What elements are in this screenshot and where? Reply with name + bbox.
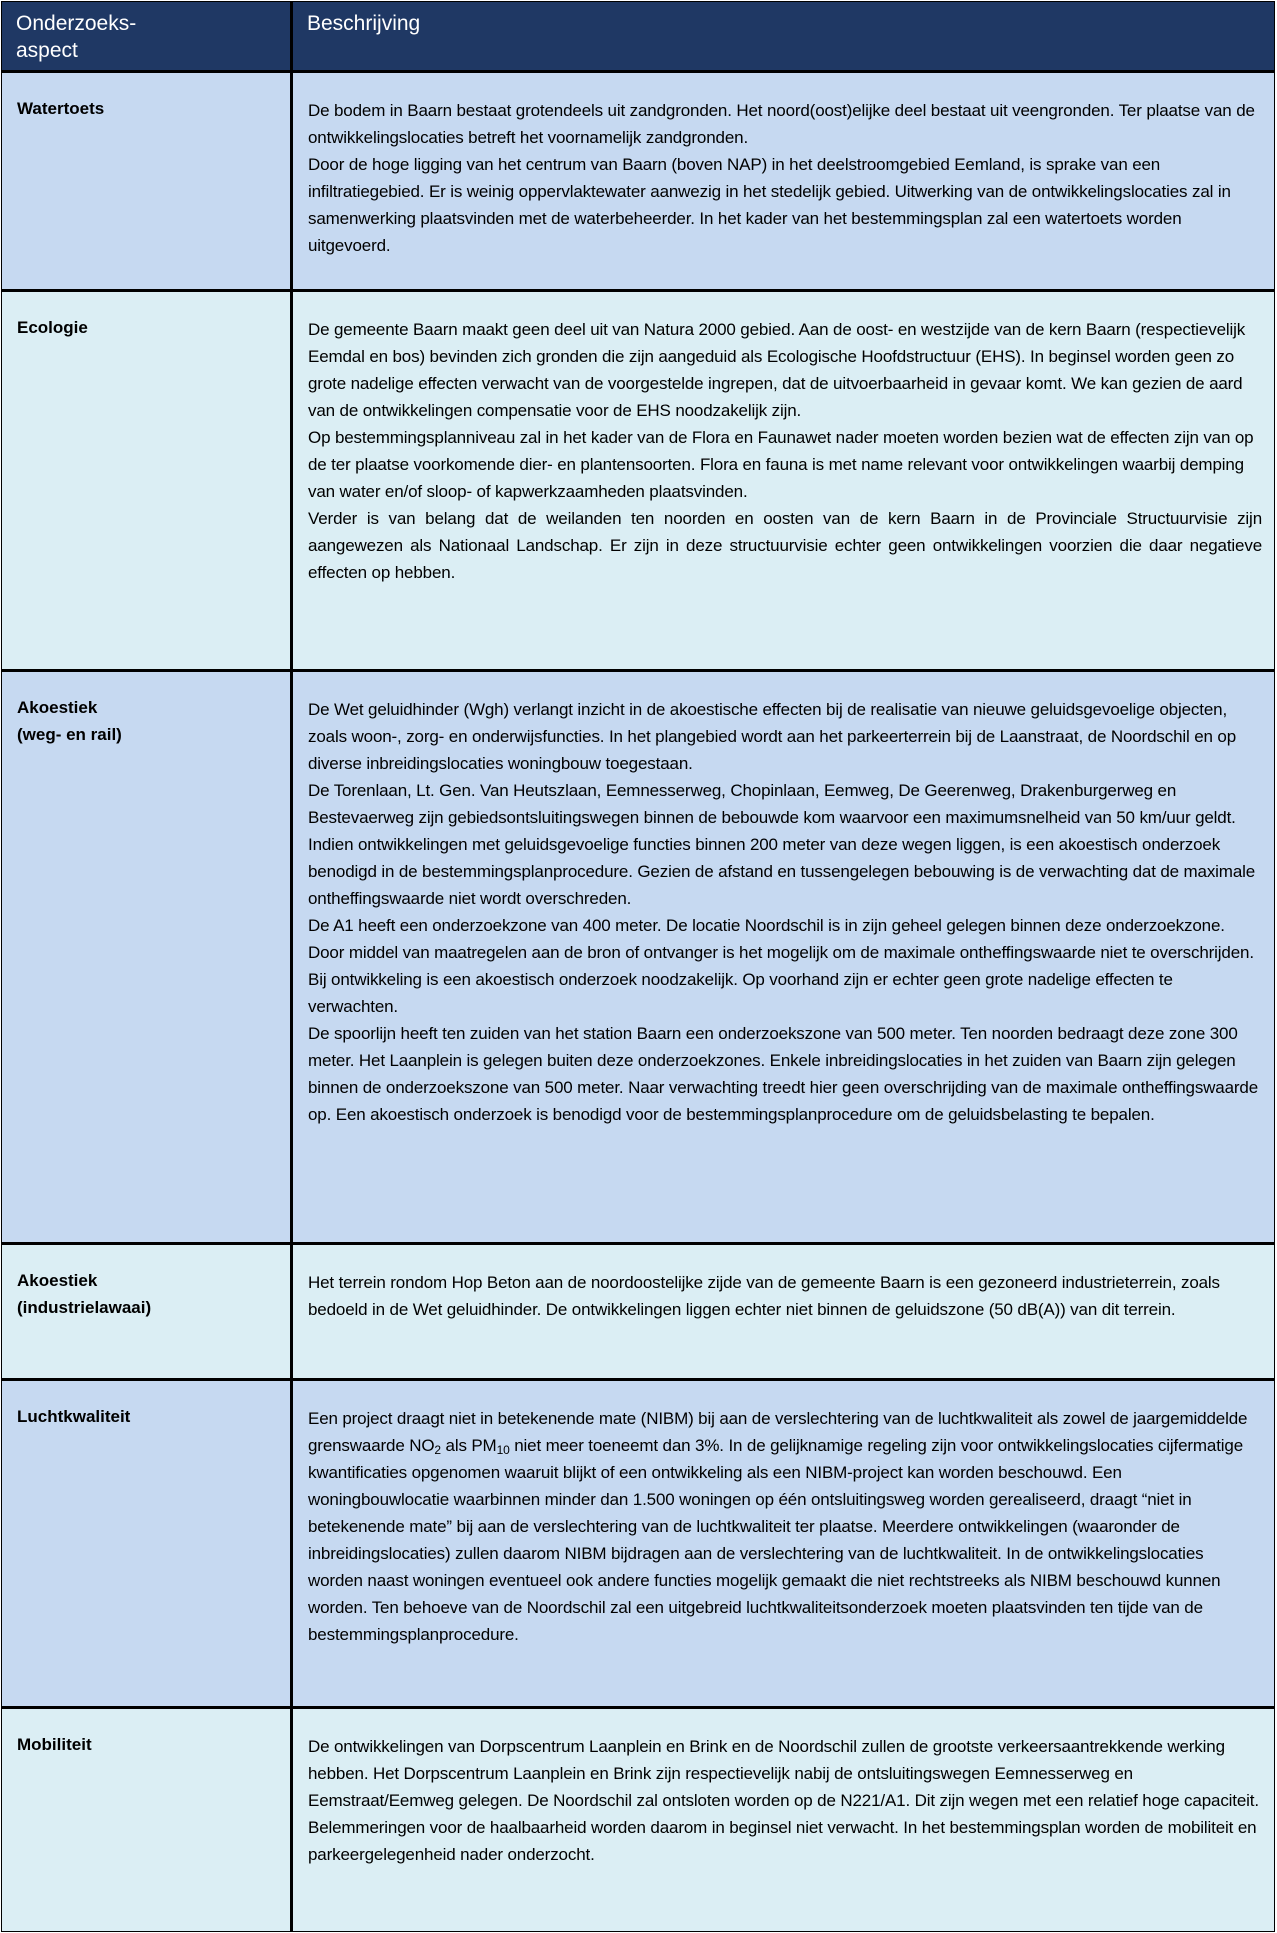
header-aspect — [2, 2, 290, 70]
text-segment: Een project draagt niet in betekenende mate (NIBM) bij aan de verslechtering van de luchtkwaliteit als zowel de jaargemiddelde grenswaarde NO — [308, 1409, 1248, 1455]
description-paragraph: De gemeente Baarn maakt geen deel uit van Natura 2000 gebied. Aan de oost- en westzijde van de kern Baarn (respectievelijk Eemdal en bos) bevinden zich gronden die zijn aangeduid als Ecologische Hoofdstructuur (EHS). In beginsel worden geen zo grote nadelige effecten verwacht van de voorgestelde ingrepen, dat de uitvoerbaarheid in gevaar komt. We kan gezien de aard van de ontwikkelingen compensatie voor de EHS noodzakelijk zijn. — [308, 320, 1246, 420]
description-cell — [293, 1381, 1274, 1706]
aspect-cell — [2, 672, 290, 1242]
aspect-label: (industrielawaai) — [17, 1298, 152, 1317]
description-paragraph: Door de hoge ligging van het centrum van Baarn (boven NAP) in het deelstroomgebied Eemland, is sprake van een infiltratiegebied. Er is weinig oppervlaktewater aanwezig in het stedelijk gebied. Uitwerking van de ontwikkelingslocaties zal in samenwerking plaatsvinden met de waterbeheerder. In het kader van het bestemmingsplan zal een watertoets worden uitgevoerd. — [308, 155, 1231, 255]
header-aspect-line: aspect — [16, 39, 78, 62]
description-paragraph: De Torenlaan, Lt. Gen. Van Heutszlaan, Eemnesserweg, Chopinlaan, Eemweg, De Geerenweg, Drakenburgerweg en Bestevaerweg zijn gebiedsontsluitingswegen binnen de bebouwde kom waarvoor een maximumsnelheid van 50 km/uur geldt. Indien ontwikkelingen met geluidsgevoelige functies binnen 200 meter van deze wegen liggen, is een akoestisch onderzoek benodigd in de bestemmingsplanprocedure. Gezien de afstand en tussengelegen bebouwing is de verwachting dat de maximale ontheffingswaarde niet wordt overschreden. — [308, 781, 1256, 908]
description-paragraph: De Wet geluidhinder (Wgh) verlangt inzicht in de akoestische effecten bij de realisatie van nieuwe geluidsgevoelige objecten, zoals woon-, zorg- en onderwijsfuncties. In het plangebied wordt aan het parkeerterrein bij de Laanstraat, de Noordschil en op diverse inbreidingslocaties woningbouw toegestaan. — [308, 700, 1236, 773]
header-description — [293, 2, 1274, 70]
description-cell — [293, 1709, 1274, 1931]
aspect-label: Luchtkwaliteit — [17, 1407, 131, 1426]
description-paragraph: De spoorlijn heeft ten zuiden van het station Baarn een onderzoekszone van 500 meter. Ten noorden bedraagt deze zone 300 meter. Het Laanplein is gelegen buiten deze onderzoekzones. Enkele inbreidingslocaties in het zuiden van Baarn zijn gelegen binnen de onderzoekszone van 500 meter. Naar verwachting treedt hier geen overschrijding van de maximale ontheffingswaarde op. Een akoestisch onderzoek is benodigd voor de bestemmingsplanprocedure om de geluidsbelasting te bepalen. — [308, 1024, 1259, 1124]
aspect-label: Akoestiek — [17, 1271, 98, 1290]
header-description-text: Beschrijving — [307, 12, 421, 35]
aspect-cell — [2, 1709, 290, 1931]
aspect-label: Watertoets — [17, 99, 105, 118]
subscript: 10 — [496, 1443, 510, 1457]
description-paragraph: De bodem in Baarn bestaat grotendeels uit zandgronden. Het noord(oost)elijke deel bestaat uit veengronden. Ter plaatse van de ontwikkelingslocaties betreft het voornamelijk zandgronden. — [308, 101, 1255, 147]
description-paragraph: Verder is van belang dat de weilanden ten noorden en oosten van de kern Baarn in de Provinciale Structuurvisie zijn aangewezen als Nationaal Landschap. Er zijn in deze structuurvisie echter geen ontwikkelingen voorzien die daar negatieve effecten op hebben. — [308, 509, 1262, 582]
aspect-label: Mobiliteit — [17, 1735, 92, 1754]
table-row-akoestiek-industrie — [2, 1245, 1274, 1378]
header-aspect-line: Onderzoeks- — [16, 12, 137, 35]
text-segment: als PM — [440, 1436, 497, 1455]
aspect-label: Ecologie — [17, 318, 88, 337]
description-paragraph: De ontwikkelingen van Dorpscentrum Laanplein en Brink en de Noordschil zullen de grootste verkeersaantrekkende werking hebben. Het Dorpscentrum Laanplein en Brink zijn respectievelijk nabij de ontsluitingswegen Eemnesserweg en Eemstraat/Eemweg gelegen. De Noordschil zal ontsloten worden op de N221/A1. Dit zijn wegen met een relatief hoge capaciteit. Belemmeringen voor de haalbaarheid worden daarom in beginsel niet verwacht. In het bestemmingsplan worden de mobiliteit en parkeergelegenheid nader onderzocht. — [308, 1737, 1259, 1864]
description-cell — [293, 292, 1274, 669]
description-paragraph: De A1 heeft een onderzoekzone van 400 meter. De locatie Noordschil is in zijn geheel gelegen binnen deze onderzoekzone. Door middel van maatregelen aan de bron of ontvanger is het mogelijk om de maximale ontheffingswaarde niet te overschrijden. Bij ontwikkeling is een akoestisch onderzoek noodzakelijk. Op voorhand zijn er echter geen grote nadelige effecten te verwachten. — [308, 916, 1254, 1016]
aspect-label: (weg- en rail) — [17, 725, 122, 744]
subscript: 2 — [434, 1443, 441, 1457]
table-row-mobiliteit — [2, 1709, 1274, 1931]
aspect-cell — [2, 73, 290, 289]
table-header-row — [2, 2, 1274, 70]
description-paragraph — [308, 1405, 1262, 1648]
table-row-akoestiek-weg-rail — [2, 672, 1274, 1242]
description-paragraph: Het terrein rondom Hop Beton aan de noordoostelijke zijde van de gemeente Baarn is een gezoneerd industrieterrein, zoals bedoeld in de Wet geluidhinder. De ontwikkelingen liggen echter niet binnen de geluidszone (50 dB(A)) van dit terrein. — [308, 1273, 1220, 1319]
aspect-cell — [2, 1381, 290, 1706]
aspect-label: Akoestiek — [17, 698, 98, 717]
aspect-cell — [2, 1245, 290, 1378]
description-paragraph: Op bestemmingsplanniveau zal in het kader van de Flora en Faunawet nader moeten worden bezien wat de effecten zijn van op de ter plaatse voorkomende dier- en plantensoorten. Flora en fauna is met name relevant voor ontwikkelingen waarbij demping van water en/of sloop- of kapwerkzaamheden plaatsvinden. — [308, 428, 1254, 501]
table-row-watertoets — [2, 73, 1274, 289]
text-segment: niet meer toeneemt dan 3%. In de gelijknamige regeling zijn voor ontwikkelingslocaties cijfermatige kwantificaties opgenomen waaruit blijkt of een ontwikkeling als een NIBM-project kan worden beschouwd. Een woningbouwlocatie waarbinnen minder dan 1.500 woningen op één ontsluitingsweg worden gerealiseerd, draagt “niet in betekenende mate” bij aan de verslechtering van de luchtkwaliteit ter plaatse. Meerdere ontwikkelingen (waaronder de inbreidingslocaties) zullen daarom NIBM bijdragen aan de verslechtering van de luchtkwaliteit. In de ontwikkelingslocaties worden naast woningen eventueel ook andere functies mogelijk gemaakt die niet rechtstreeks als NIBM beschouwd kunnen worden. Ten behoeve van de Noordschil zal een uitgebreid luchtkwaliteitsonderzoek moeten plaatsvinden ten tijde van de bestemmingsplanprocedure. — [308, 1436, 1244, 1644]
table-row-ecologie — [2, 292, 1274, 669]
aspect-cell — [2, 292, 290, 669]
description-cell — [293, 1245, 1274, 1378]
assessment-table — [1, 1, 1275, 1932]
description-cell — [293, 73, 1274, 289]
table-row-luchtkwaliteit — [2, 1381, 1274, 1706]
description-cell — [293, 672, 1274, 1242]
